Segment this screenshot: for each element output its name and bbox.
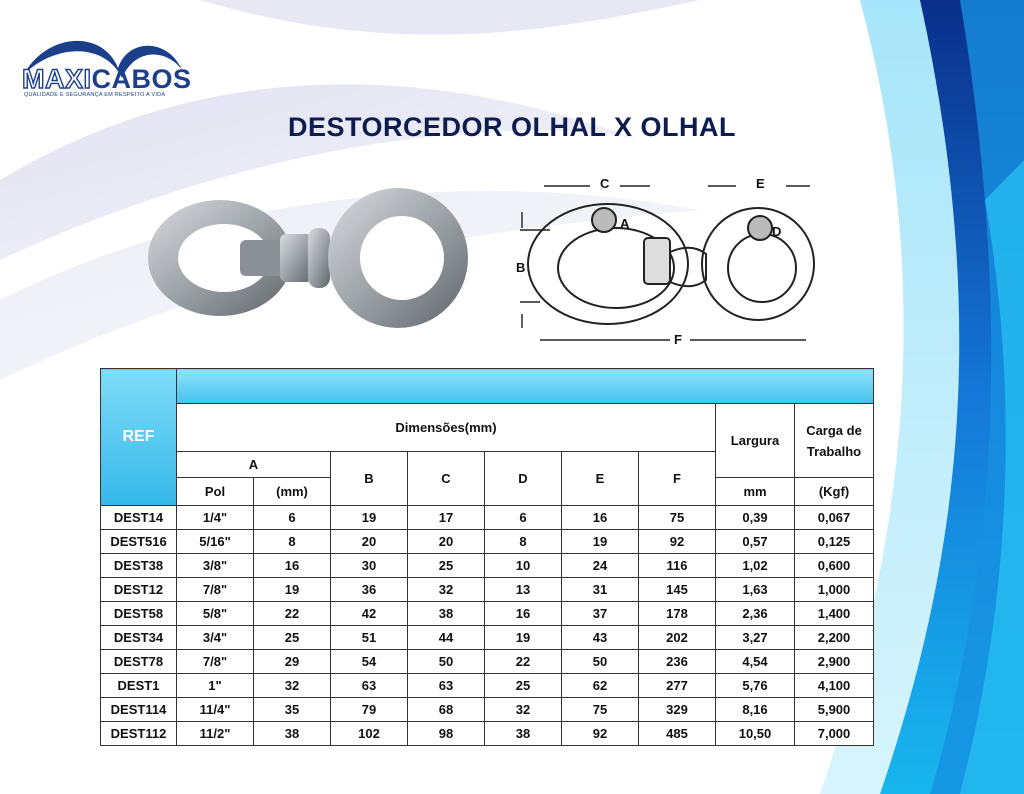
- cell-d: 19: [485, 626, 562, 650]
- cell-f: 92: [639, 530, 716, 554]
- largura-header: Largura: [716, 404, 795, 478]
- cell-e: 24: [562, 554, 639, 578]
- brand-tagline: QUALIDADE E SEGURANÇA EM RESPEITO A VIDA: [24, 92, 166, 98]
- cell-b: 42: [331, 602, 408, 626]
- cell-ref: DEST114: [101, 698, 177, 722]
- cell-largura: 2,36: [716, 602, 795, 626]
- cell-largura: 5,76: [716, 674, 795, 698]
- col-a-header: A: [177, 452, 331, 478]
- swivel-outline-icon: [500, 172, 820, 352]
- cell-b: 36: [331, 578, 408, 602]
- cell-mm: 19: [254, 578, 331, 602]
- col-d-header: D: [485, 452, 562, 506]
- cell-mm: 29: [254, 650, 331, 674]
- cell-ref: DEST516: [101, 530, 177, 554]
- cell-largura: 3,27: [716, 626, 795, 650]
- diagram-label-d: D: [772, 224, 782, 239]
- col-e-header: E: [562, 452, 639, 506]
- cell-e: 50: [562, 650, 639, 674]
- cell-d: 16: [485, 602, 562, 626]
- table-row: [101, 530, 874, 554]
- table-row: [101, 578, 874, 602]
- cell-b: 30: [331, 554, 408, 578]
- cell-f: 116: [639, 554, 716, 578]
- cell-b: 51: [331, 626, 408, 650]
- cell-d: 25: [485, 674, 562, 698]
- cell-e: 75: [562, 698, 639, 722]
- cell-pol: 1": [177, 674, 254, 698]
- col-pol-header: Pol: [177, 478, 254, 506]
- cell-ref: DEST12: [101, 578, 177, 602]
- diagram-label-b: B: [516, 260, 526, 275]
- cell-d: 6: [485, 506, 562, 530]
- diagram-label-a: A: [620, 216, 630, 231]
- cell-largura: 1,63: [716, 578, 795, 602]
- cell-d: 38: [485, 722, 562, 746]
- cell-mm: 22: [254, 602, 331, 626]
- cell-carga: 5,900: [795, 698, 874, 722]
- cell-d: 32: [485, 698, 562, 722]
- cell-e: 62: [562, 674, 639, 698]
- cell-mm: 38: [254, 722, 331, 746]
- table-row: [101, 722, 874, 746]
- cell-largura: 4,54: [716, 650, 795, 674]
- brand-name: MAXICABOS: [22, 64, 192, 94]
- cell-ref: DEST78: [101, 650, 177, 674]
- table-row: [101, 626, 874, 650]
- cell-carga: 1,000: [795, 578, 874, 602]
- cell-c: 63: [408, 674, 485, 698]
- table-row: [101, 554, 874, 578]
- diagram-label-e: E: [756, 176, 765, 191]
- cell-mm: 8: [254, 530, 331, 554]
- spec-table: [100, 368, 874, 746]
- cell-mm: 16: [254, 554, 331, 578]
- cell-f: 277: [639, 674, 716, 698]
- cell-largura: 10,50: [716, 722, 795, 746]
- table-row: [101, 602, 874, 626]
- col-c-header: C: [408, 452, 485, 506]
- product-photo: [140, 188, 480, 328]
- dimensions-header: Dimensões(mm): [177, 404, 716, 452]
- header-accent-bar: [177, 369, 874, 404]
- cell-mm: 25: [254, 626, 331, 650]
- table-row: [101, 650, 874, 674]
- cell-b: 20: [331, 530, 408, 554]
- cell-carga: 0,600: [795, 554, 874, 578]
- table-row: [101, 506, 874, 530]
- cell-carga: 7,000: [795, 722, 874, 746]
- cell-pol: 3/8": [177, 554, 254, 578]
- cell-c: 32: [408, 578, 485, 602]
- cell-pol: 5/8": [177, 602, 254, 626]
- cell-ref: DEST112: [101, 722, 177, 746]
- cell-f: 145: [639, 578, 716, 602]
- cell-b: 54: [331, 650, 408, 674]
- diagram-label-c: C: [600, 176, 610, 191]
- cell-c: 44: [408, 626, 485, 650]
- cell-e: 16: [562, 506, 639, 530]
- largura-unit: mm: [716, 478, 795, 506]
- cell-largura: 0,57: [716, 530, 795, 554]
- cell-pol: 3/4": [177, 626, 254, 650]
- cell-d: 13: [485, 578, 562, 602]
- cell-ref: DEST34: [101, 626, 177, 650]
- cell-c: 38: [408, 602, 485, 626]
- cell-pol: 7/8": [177, 650, 254, 674]
- cell-e: 31: [562, 578, 639, 602]
- cell-ref: DEST1: [101, 674, 177, 698]
- cell-carga: 2,200: [795, 626, 874, 650]
- cell-mm: 35: [254, 698, 331, 722]
- col-mm-header: (mm): [254, 478, 331, 506]
- cell-f: 178: [639, 602, 716, 626]
- cell-e: 37: [562, 602, 639, 626]
- cell-d: 22: [485, 650, 562, 674]
- cell-pol: 11/4": [177, 698, 254, 722]
- page-title: DESTORCEDOR OLHAL X OLHAL: [287, 112, 737, 142]
- cell-f: 202: [639, 626, 716, 650]
- cell-pol: 11/2": [177, 722, 254, 746]
- cell-carga: 4,100: [795, 674, 874, 698]
- carga-header: Carga de Trabalho: [795, 404, 874, 478]
- cell-c: 98: [408, 722, 485, 746]
- col-b-header: B: [331, 452, 408, 506]
- carga-unit: (Kgf): [795, 478, 874, 506]
- cell-c: 20: [408, 530, 485, 554]
- cell-d: 8: [485, 530, 562, 554]
- cell-b: 102: [331, 722, 408, 746]
- cell-f: 75: [639, 506, 716, 530]
- spec-table-body: [101, 506, 874, 746]
- diagram-label-f: F: [674, 332, 682, 347]
- cell-ref: DEST38: [101, 554, 177, 578]
- cell-c: 17: [408, 506, 485, 530]
- col-f-header: F: [639, 452, 716, 506]
- cell-mm: 6: [254, 506, 331, 530]
- table-row: [101, 674, 874, 698]
- cell-ref: DEST58: [101, 602, 177, 626]
- cell-c: 68: [408, 698, 485, 722]
- cell-carga: 0,125: [795, 530, 874, 554]
- cell-pol: 7/8": [177, 578, 254, 602]
- cell-f: 236: [639, 650, 716, 674]
- ref-header: REF: [101, 369, 177, 506]
- cell-e: 19: [562, 530, 639, 554]
- cell-b: 63: [331, 674, 408, 698]
- cell-largura: 0,39: [716, 506, 795, 530]
- cell-b: 79: [331, 698, 408, 722]
- cell-f: 329: [639, 698, 716, 722]
- cell-largura: 1,02: [716, 554, 795, 578]
- cell-d: 10: [485, 554, 562, 578]
- cell-carga: 2,900: [795, 650, 874, 674]
- cell-e: 43: [562, 626, 639, 650]
- cell-largura: 8,16: [716, 698, 795, 722]
- cell-mm: 32: [254, 674, 331, 698]
- cell-f: 485: [639, 722, 716, 746]
- cell-e: 92: [562, 722, 639, 746]
- dimension-diagram: [500, 172, 820, 352]
- cell-carga: 1,400: [795, 602, 874, 626]
- cell-carga: 0,067: [795, 506, 874, 530]
- cell-c: 25: [408, 554, 485, 578]
- cell-b: 19: [331, 506, 408, 530]
- cell-ref: DEST14: [101, 506, 177, 530]
- cell-pol: 1/4": [177, 506, 254, 530]
- table-row: [101, 698, 874, 722]
- cell-c: 50: [408, 650, 485, 674]
- cell-pol: 5/16": [177, 530, 254, 554]
